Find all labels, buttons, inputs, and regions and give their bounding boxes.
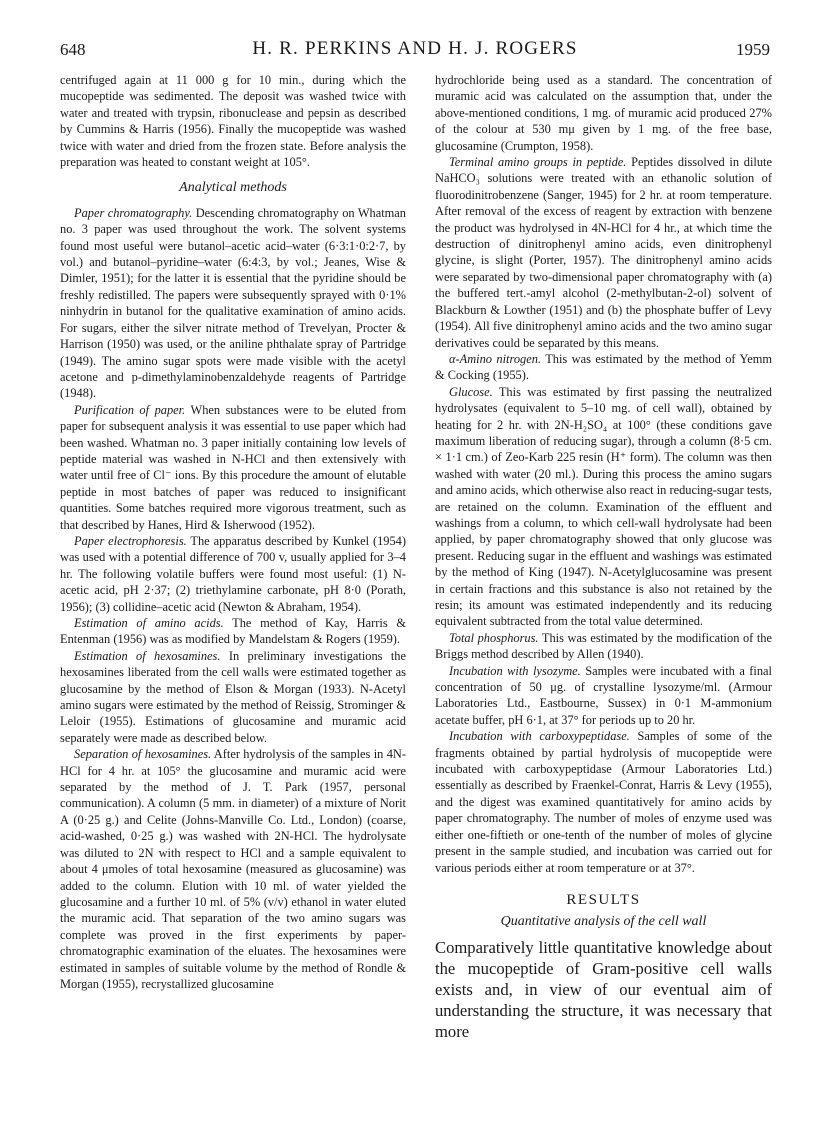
left-column (60, 72, 406, 992)
run-in-heading: Terminal amino groups in peptide. (449, 155, 627, 170)
paragraph-text: This was estimated by the method of Yemm & Cocking (1955). (435, 351, 773, 383)
subsection-heading-quantitative-analysis: Quantitative analysis of the cell wall (500, 914, 707, 930)
paragraph-paper-chromatography (60, 205, 406, 402)
paragraph-estimation-amino-acids (60, 615, 406, 648)
run-in-heading: Paper chromatography. (74, 205, 193, 220)
paragraph-paper-electrophoresis (60, 533, 406, 615)
paragraph-continuation: hydrochloride being used as a standard. The concentration of muramic acid was calculated on the assumption that, under the above-mentioned conditions, 1 mg. of muramic acid produced 27% of the colour at 530 mμ given by 1 mg. of the free base, glucosamine (Crumpton, 1958). (435, 73, 772, 153)
paragraph-total-phosphorus (435, 630, 772, 663)
run-in-heading: α-Amino nitrogen. (449, 351, 542, 366)
paragraph-text: Samples of some of the fragments obtained by partial hydrolysis of mucopeptide were incubated with carboxypeptidase (Armour Laboratories Ltd.) essentially as described by Fraenkel-Conrat, Harris & Levy (1955), and the digest was examined quantitatively for amino acids by paper chromatography. The number of moles of enzyme used was either one-fiftieth or one-tenth of the number of moles of glycine present in the sample studied, and incubation was carried out for various periods either at room temperature or at 37°. (435, 729, 772, 875)
run-in-heading: Estimation of hexosamines. (74, 648, 221, 663)
run-in-heading: Incubation with lysozyme. (449, 663, 581, 678)
paragraph-text: Descending chromatography on Whatman no. 3 paper was used throughout the work. The solvent systems found most useful were butanol–acetic acid–water (6·3:1·0:2·7, by vol.) and butanol–pyridine–water (6:4:3, by vol.; Jeanes, Wise & Dimler, 1951); for the latter it is essential that the pyridine should be freshly redistilled. The papers were subsequently sprayed with 0·1% ninhydrin in butanol for the qualitative examination of amino acids. For sugars, either the silver nitrate method of Trevelyan, Procter & Harrison (1950) was used, or the aniline phthalate spray of Partridge (1949). The amino sugar spots were made visible with the acetyl acetone and p-dimethylaminobenzaldehyde reagents of Partridge (1948). (60, 205, 406, 401)
paragraph-separation-hexosamines (60, 746, 406, 992)
run-in-heading: Total phosphorus. (449, 630, 539, 645)
run-in-heading: Estimation of amino acids. (74, 616, 224, 630)
paragraph-text: Peptides dissolved in dilute NaHCO₃ solutions were treated with an ethanolic solution of fluorodinitrobenzene (Sanger, 1945) for 2 hr. at room temperature. After removal of the excess of reagent by extraction with benzene the product was hydrolysed in 4N-HCl for 4 hr., at which time the destruction of dinitrophenyl amino acids, even dinitrophenyl glycine, is slight (Porter, 1957). The dinitrophenyl amino acids were separated by two-dimensional paper chromatography with (a) the buffered tert.-amyl alcohol (2-methylbutan-2-ol) solvent of Blackburn & Lowther (1951) and (b) the phosphate buffer of Levy (1954). All five dinitrophenyl amino acids and the two amino sugar derivatives could be separated by this means. (435, 155, 772, 350)
paragraph-text: This was estimated by first passing the neutralized hydrolysates (equivalent to 5–10 mg. of cell wall), obtained by heating for 2 hr. with 2N-H₂SO₄ at 100° (these conditions gave maximum liberation of reducing sugar), through a column (8·5 cm. × 1·1 cm.) of Zeo-Karb 225 resin (H⁺ form). The column was then washed with water (20 ml.). During this process the amino sugars and amino acids, which otherwise also react in reducing-sugar tests, are retained on the column. Examination of the effluent and washings from a column, to which cell-wall hydrolysate had been applied, by paper chromatography showed that only glucose was present. Reducing sugar in the effluent and washings was estimated by the method of King (1947). N-Acetylglucosamine was present in certain fractions and this substance is also not retained by the resin; its amount was estimated independently and its reducing equivalent subtracted from the total value determined. (435, 384, 772, 629)
paragraph-incubation-lysozyme (435, 663, 772, 729)
paragraph-estimation-hexosamines (60, 648, 406, 746)
paragraph-text: When substances were to be eluted from paper for subsequent analysis it was essential to use paper which had been washed. Whatman no. 3 paper initially containing low levels of peptide material was washed in N-HCl and then extensively with water until free of Cl⁻ ions. By this procedure the amount of elutable peptide in most batches of paper was reduced to insignificant quantities. Some batches required more vigorous treatment, such as that described by Hanes, Hird & Isherwood (1952). (60, 402, 406, 532)
paragraph-terminal-amino-groups (435, 154, 772, 351)
run-in-heading: Separation of hexosamines. (74, 747, 212, 762)
run-in-heading: Paper electrophoresis. (74, 533, 187, 548)
paragraph-alpha-amino-nitrogen (435, 351, 772, 384)
running-head-year: 1959 (736, 40, 770, 59)
running-head-authors: H. R. PERKINS AND H. J. ROGERS (252, 38, 578, 59)
run-in-heading: Purification of paper. (74, 402, 186, 417)
paragraph-text: This was estimated by the modification of the Briggs method described by Allen (1940). (435, 630, 773, 662)
paragraph-text: After hydrolysis of the samples in 4N-HCl for 4 hr. at 105° the glucosamine and muramic acid were separated by the method of J. T. Park (1957, personal communication). A column (5 mm. in diameter) of a mixture of Norit A (0·25 g.) and Celite (Johns-Manville Co. Ltd., London) (coarse, acid-washed, 0·25 g.) was washed with 2N-HCl. The hydrolysate was diluted to 2N with respect to HCl and a sample equivalent to about 4 μmoles of total hexosamine (measured as glucosamine) was added to the column. Elution with 10 ml. of water yielded the glucosamine and a further 10 ml. of 5% (v/v) ethanol in water eluted the muramic acid. That separation of the two amino sugars was complete was proved in the first experiments by paper-chromatographic examination of the eluates. The hexosamines were estimated in samples of suitable volume by the method of Rondle & Morgan (1955), recrystallized glucosamine (60, 747, 406, 991)
paragraph-purification-of-paper (60, 402, 406, 533)
section-heading-analytical-methods: Analytical methods (179, 180, 287, 196)
paragraph-text: In preliminary investigations the hexosamines liberated from the cell walls were estimated together as glucosamine by the method of Elson & Morgan (1933). N-Acetyl amino sugars were estimated by the method of Reissig, Strominger & Leloir (1955). Estimations of glucosamine and muramic acid separately were made as described below. (60, 648, 406, 745)
paragraph-glucose (435, 384, 772, 630)
paragraph-incubation-carboxypeptidase (435, 728, 772, 876)
run-in-heading: Incubation with carboxypeptidase. (449, 729, 630, 744)
paragraph-results-intro: Comparatively little quantitative knowledge about the mucopeptide of Gram-positive cell walls exists and, in view of our eventual aim of understanding the structure, it was necessary that more (435, 937, 772, 1041)
page-number: 648 (60, 40, 86, 59)
paragraph-text: Samples were incubated with a final concentration of 50 μg. of crystalline lysozyme/ml. (Armour Laboratories Ltd., Eastbourne, Sussex) in 0·1 M-ammonium acetate buffer, pH 6·1, at 37° for periods up to 20 hr. (435, 663, 772, 727)
paragraph-text: The apparatus described by Kunkel (1954) was used with a potential difference of 700 v, usually applied for 3–4 hr. The following volatile buffers were found most useful: (1) N-acetic acid, pH 2·37; (2) triethylamine carbonate, pH 8·0 (Porath, 1956); (3) collidine–acetic acid (Newton & Abraham, 1954). (60, 533, 406, 614)
right-column (435, 72, 772, 1042)
section-heading-results: RESULTS (566, 891, 641, 908)
running-header (60, 38, 770, 68)
paragraph-continuation: centrifuged again at 11 000 g for 10 min., during which the mucopeptide was sedimented. The deposit was washed twice with water and treated with trypsin, ribonuclease and pepsin as described by Cummins & Harris (1956). Finally the mucopeptide was washed twice with water and dried from the frozen state. Before analysis the preparation was heated to constant weight at 105°. (60, 73, 406, 170)
paragraph-text: The method of Kay, Harris & Entenman (1956) was as modified by Mandelstam & Rogers (1959). (60, 616, 406, 647)
run-in-heading: Glucose. (449, 384, 493, 399)
